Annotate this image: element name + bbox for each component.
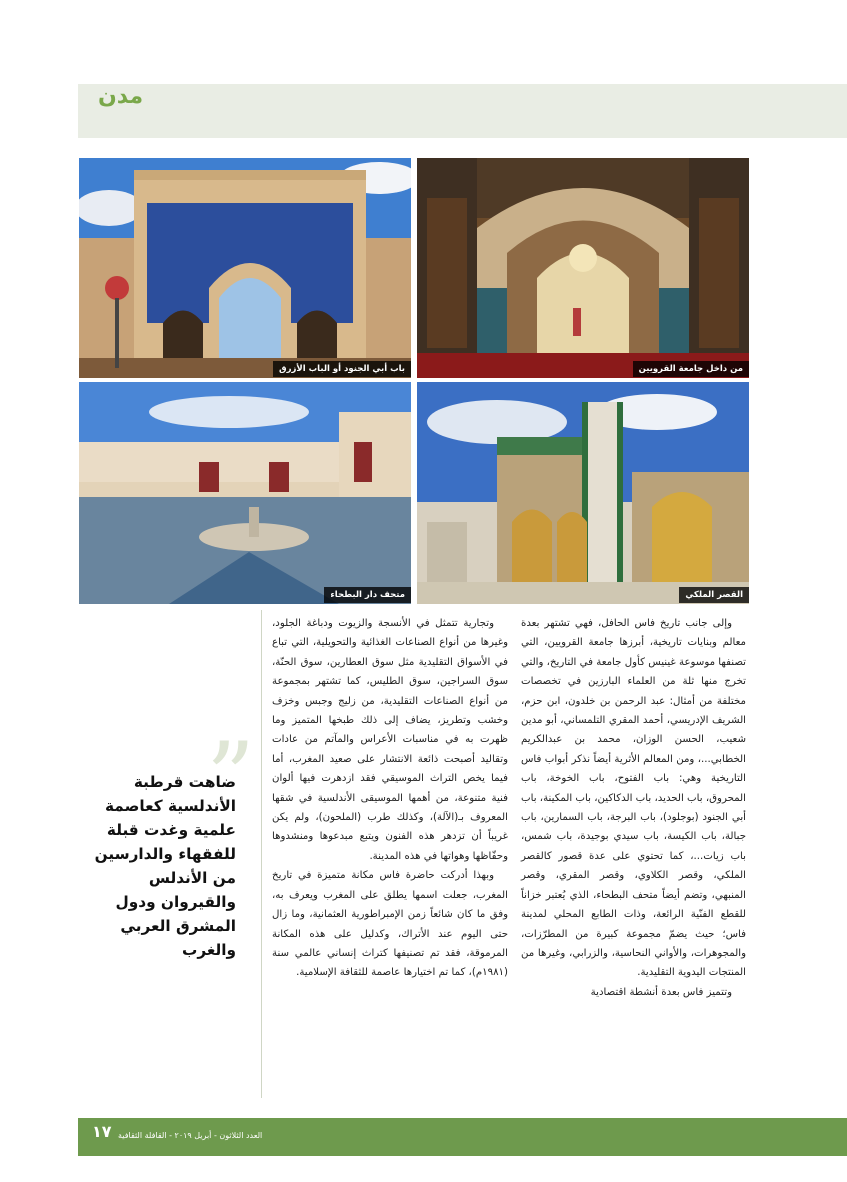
section-header-band xyxy=(78,84,847,138)
blue-gate-photo xyxy=(79,158,411,378)
quote-mark-icon: ” xyxy=(206,722,256,834)
section-label: مدن xyxy=(98,84,144,109)
article-paragraph: وإلى جانب تاريخ فاس الحافل، فهي تشتهر بعدة معالم وبنايات تاريخية، أبرزها جامعة القرويين، التي تصنفها موسوعة غينيس كأول جامعة في التاريخ، والتي تخرج منها ثلة من العلماء البارزين في تخصصات مختلفة من أمثال: عبد الرحمن بن خلدون، ابن حزم، الشريف الإدريسي، أحمد المقري التلمساني، أبو مدين شعيب، الحسن الوزان، محمد بن عبدالكريم الخطابي...، ومن المعالم الأثرية أيضاً نذكر أبواب فاس التاريخية وهي: باب الفتوح، باب الخوخة، باب المحروق، باب الحديد، باب الدكاكين، باب المكينة، باب أبي الجنود (بوجلود)، باب البرجة، باب السمارين، باب جبالة، باب الكيسة، باب سيدي بوجيدة، باب شمس، باب زيات...، كما تحتوي على عدة قصور كالقصر الملكي، وقصر الكلاوي، وقصر المقري، وقصر المنبهي، وتضم أيضاً متحف البطحاء، الذي يُعتبر خزاناً للقطع الفنّية الرائعة، وذات الطابع المحلي لمدينة فاس؛ حيث يضمّ مجموعة كبيرة من المطرّزات، والمجوهرات، والأواني النحاسية، والزرابي، وغيرها من المنتجات اليدوية التقليدية. xyxy=(521,618,746,979)
article-paragraph: وتتميز فاس بعدة أنشطة اقتصادية xyxy=(590,986,732,998)
article-paragraph: وتجارية تتمثل في الأنسجة والزيوت ودباغة الجلود، وغيرها من أنواع الصناعات الغذائية والتحويلية، التي تباع في الأسواق التقليدية مثل سوق العطارين، سوق الحنّة، سوق السراجين، سوق الطليس، كما تشتهر بمجموعة من أنواع الصناعات التقليدية، من زليج وجبس وخزف وخشب وتطريز، يضاف إلى ذلك طبخها المتميز وما ظهرت به في مناسبات الأعراس والمآتم من عادات وتقاليد أصبحت ذائعة الانتشار على صعيد المغرب، أما فيما يخص التراث الموسيقي فقد ازدهرت فيها ألوان فنية متنوعة، من أهمها الموسيقى الأندلسية في شقها المعروف بـ(الآلة)، وكذلك طرب (الملحون)، ولم يكن غريباً أن تزدهر هذه الفنون ويتبع مبدعوها ومنشدوها وحفّاظها وهواتها في هذه المدينة. xyxy=(272,618,508,862)
article-paragraph: وبهذا أدركت حاضرة فاس مكانة متميزة في تاريخ المغرب، جعلت اسمها يطلق على المغرب ويعرف به، وفق ما كان شائعاً زمن الإمبراطورية العثمانية، وما زال حتى اليوم عند الأتراك، وكدليل على هذه المكانة المرموقة، فقد تم تصنيفها كتراث إنساني عالمي سنة (١٩٨١م)، كما تم اختيارها عاصمة للثقافة الإسلامية. xyxy=(272,870,508,979)
photo-caption-royal-palace: القصر الملكي xyxy=(679,587,749,603)
pull-quote: ضاهت قرطبة الأندلسية كعاصمة علمية وغدت قبلة للفقهاء والدارسين من الأندلس والقيروان ودول المشرق العربي والغرب xyxy=(94,773,236,959)
photo-caption-blue-gate: باب أبي الجنود أو الباب الأزرق xyxy=(273,361,411,377)
mosque-interior-photo xyxy=(417,158,749,378)
photo-caption-museum: متحف دار البطحاء xyxy=(324,587,411,603)
museum-courtyard-photo xyxy=(79,382,411,604)
column-divider xyxy=(261,610,262,1098)
page-number: ١٧ xyxy=(92,1122,112,1141)
article-column-left xyxy=(272,614,508,983)
photo-caption-mosque: من داخل جامعة القرويين xyxy=(633,361,749,377)
article-column-right xyxy=(521,614,746,1002)
issue-info: العدد الثلاثون - أبريل ٢٠١٩ - القافلة الثقافية xyxy=(118,1131,263,1140)
royal-palace-photo xyxy=(417,382,749,604)
